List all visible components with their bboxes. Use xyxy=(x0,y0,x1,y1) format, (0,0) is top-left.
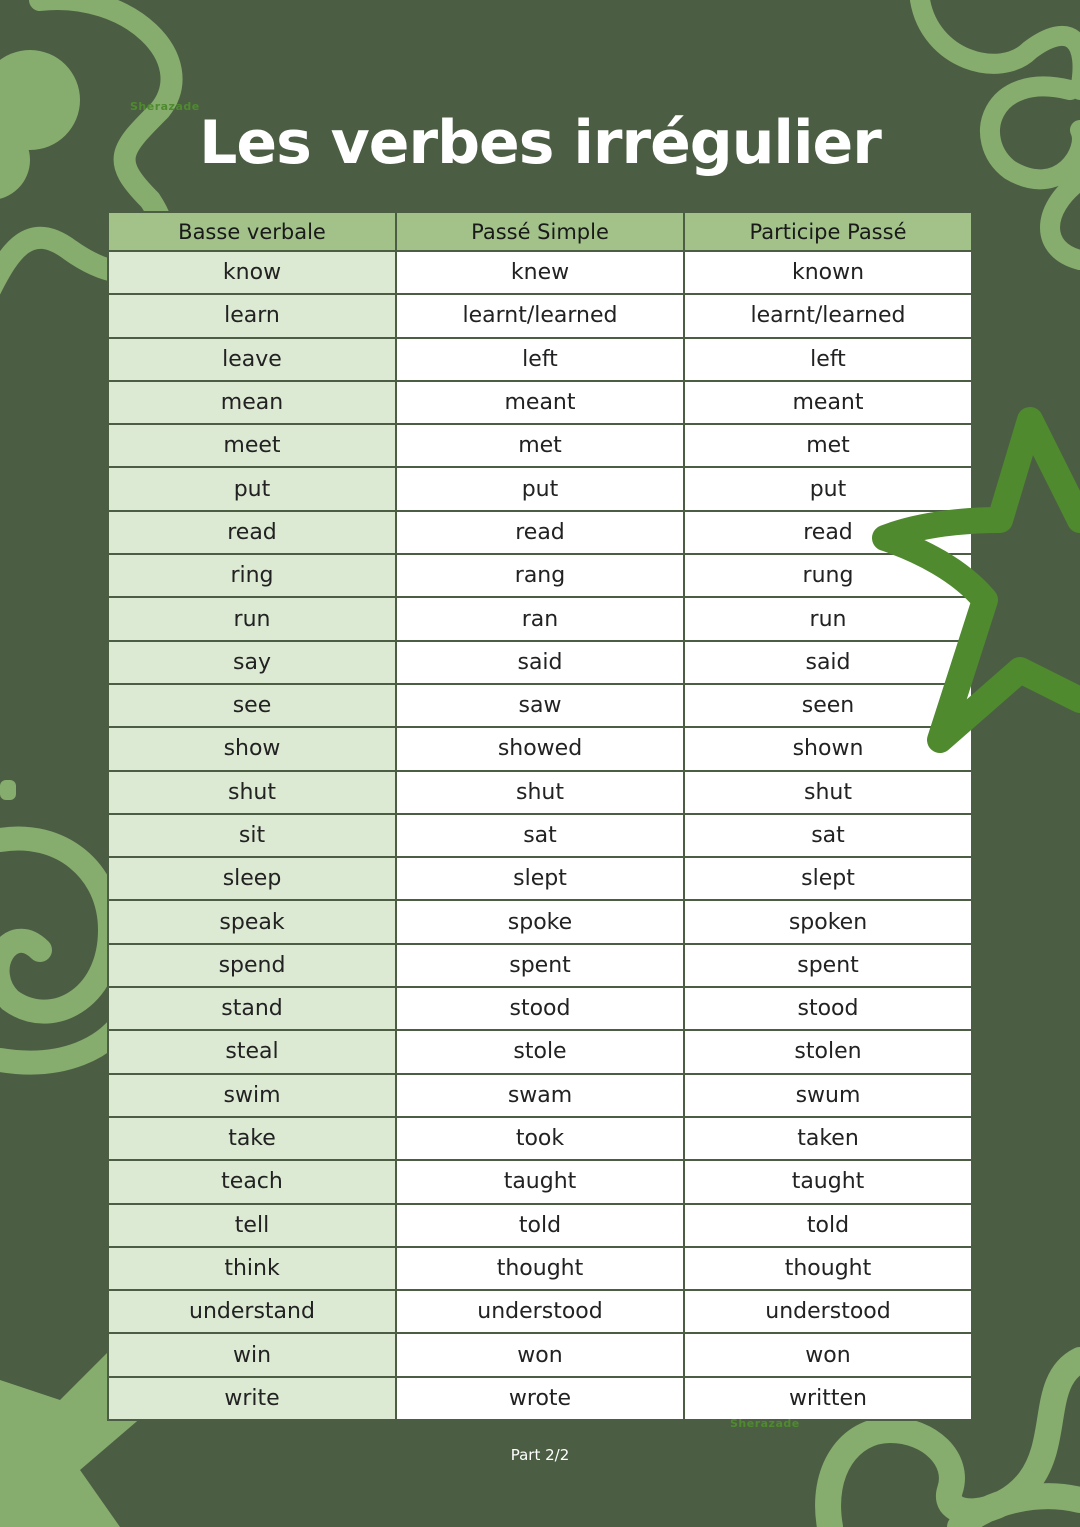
cell-base-verb: mean xyxy=(108,381,396,424)
cell-base-verb: spend xyxy=(108,944,396,987)
table-row xyxy=(108,597,972,640)
cell-past-participle: taught xyxy=(684,1160,972,1203)
cell-base-verb: show xyxy=(108,727,396,770)
cell-base-verb: speak xyxy=(108,900,396,943)
cell-simple-past: took xyxy=(396,1117,684,1160)
cell-past-participle: shown xyxy=(684,727,972,770)
table-header-row xyxy=(108,212,972,251)
cell-past-participle: told xyxy=(684,1204,972,1247)
cell-simple-past: won xyxy=(396,1333,684,1376)
cell-past-participle: run xyxy=(684,597,972,640)
cell-simple-past: spent xyxy=(396,944,684,987)
cell-simple-past: sat xyxy=(396,814,684,857)
cell-base-verb: leave xyxy=(108,338,396,381)
cell-simple-past: rang xyxy=(396,554,684,597)
header-past-participle: Participe Passé xyxy=(684,212,972,251)
cell-past-participle: slept xyxy=(684,857,972,900)
table-row xyxy=(108,814,972,857)
cell-simple-past: put xyxy=(396,467,684,510)
cell-simple-past: wrote xyxy=(396,1377,684,1420)
cell-past-participle: swum xyxy=(684,1074,972,1117)
header-simple-past: Passé Simple xyxy=(396,212,684,251)
cell-base-verb: win xyxy=(108,1333,396,1376)
table-row xyxy=(108,641,972,684)
table-row xyxy=(108,1204,972,1247)
cell-past-participle: spent xyxy=(684,944,972,987)
cell-simple-past: saw xyxy=(396,684,684,727)
cell-simple-past: told xyxy=(396,1204,684,1247)
cell-base-verb: sleep xyxy=(108,857,396,900)
cell-simple-past: taught xyxy=(396,1160,684,1203)
cell-simple-past: slept xyxy=(396,857,684,900)
table-row xyxy=(108,727,972,770)
cell-base-verb: shut xyxy=(108,771,396,814)
cell-simple-past: understood xyxy=(396,1290,684,1333)
cell-simple-past: met xyxy=(396,424,684,467)
cell-simple-past: showed xyxy=(396,727,684,770)
cell-past-participle: met xyxy=(684,424,972,467)
cell-base-verb: think xyxy=(108,1247,396,1290)
cell-simple-past: shut xyxy=(396,771,684,814)
table-row xyxy=(108,1290,972,1333)
cell-past-participle: won xyxy=(684,1333,972,1376)
cell-simple-past: left xyxy=(396,338,684,381)
cell-past-participle: read xyxy=(684,511,972,554)
cell-base-verb: learn xyxy=(108,294,396,337)
cell-simple-past: swam xyxy=(396,1074,684,1117)
cell-simple-past: read xyxy=(396,511,684,554)
cell-base-verb: tell xyxy=(108,1204,396,1247)
cell-past-participle: spoken xyxy=(684,900,972,943)
cell-past-participle: said xyxy=(684,641,972,684)
table-row xyxy=(108,987,972,1030)
cell-simple-past: meant xyxy=(396,381,684,424)
table-row xyxy=(108,1030,972,1073)
cell-simple-past: knew xyxy=(396,251,684,294)
cell-past-participle: sat xyxy=(684,814,972,857)
cell-past-participle: taken xyxy=(684,1117,972,1160)
cell-past-participle: understood xyxy=(684,1290,972,1333)
table-row xyxy=(108,1247,972,1290)
cell-past-participle: shut xyxy=(684,771,972,814)
cell-past-participle: stolen xyxy=(684,1030,972,1073)
table-row xyxy=(108,1160,972,1203)
table-row xyxy=(108,294,972,337)
cell-base-verb: put xyxy=(108,467,396,510)
table-row xyxy=(108,1117,972,1160)
cell-base-verb: take xyxy=(108,1117,396,1160)
table-row xyxy=(108,338,972,381)
irregular-verbs-table xyxy=(107,211,973,1421)
table-row xyxy=(108,1377,972,1420)
watermark-top: Sherazade xyxy=(130,100,200,113)
cell-base-verb: know xyxy=(108,251,396,294)
page-title: Les verbes irrégulier xyxy=(199,108,881,178)
cell-base-verb: read xyxy=(108,511,396,554)
cell-past-participle: meant xyxy=(684,381,972,424)
table-row xyxy=(108,944,972,987)
cell-past-participle: written xyxy=(684,1377,972,1420)
watermark-bottom: Sherazade xyxy=(730,1417,800,1430)
cell-past-participle: left xyxy=(684,338,972,381)
cell-simple-past: stole xyxy=(396,1030,684,1073)
cell-past-participle: stood xyxy=(684,987,972,1030)
cell-base-verb: stand xyxy=(108,987,396,1030)
cell-past-participle: rung xyxy=(684,554,972,597)
cell-base-verb: say xyxy=(108,641,396,684)
cell-base-verb: ring xyxy=(108,554,396,597)
header-base-verb: Basse verbale xyxy=(108,212,396,251)
cell-simple-past: stood xyxy=(396,987,684,1030)
table-row xyxy=(108,511,972,554)
left-edge-stripe xyxy=(0,780,16,800)
cell-past-participle: seen xyxy=(684,684,972,727)
cell-simple-past: said xyxy=(396,641,684,684)
table-row xyxy=(108,381,972,424)
table-row xyxy=(108,251,972,294)
table-row xyxy=(108,857,972,900)
table-row xyxy=(108,1074,972,1117)
cell-base-verb: write xyxy=(108,1377,396,1420)
cell-simple-past: learnt/learned xyxy=(396,294,684,337)
cell-past-participle: thought xyxy=(684,1247,972,1290)
cell-past-participle: known xyxy=(684,251,972,294)
table-row xyxy=(108,554,972,597)
cell-base-verb: run xyxy=(108,597,396,640)
cell-simple-past: spoke xyxy=(396,900,684,943)
page-footer: Part 2/2 xyxy=(510,1446,570,1464)
cell-base-verb: swim xyxy=(108,1074,396,1117)
table-row xyxy=(108,1333,972,1376)
cell-past-participle: put xyxy=(684,467,972,510)
table-row xyxy=(108,467,972,510)
cell-base-verb: see xyxy=(108,684,396,727)
cell-base-verb: sit xyxy=(108,814,396,857)
cell-base-verb: meet xyxy=(108,424,396,467)
cell-past-participle: learnt/learned xyxy=(684,294,972,337)
cell-simple-past: ran xyxy=(396,597,684,640)
cell-base-verb: teach xyxy=(108,1160,396,1203)
table-row xyxy=(108,771,972,814)
table-row xyxy=(108,684,972,727)
cell-simple-past: thought xyxy=(396,1247,684,1290)
table-row xyxy=(108,424,972,467)
cell-base-verb: steal xyxy=(108,1030,396,1073)
cell-base-verb: understand xyxy=(108,1290,396,1333)
table-row xyxy=(108,900,972,943)
